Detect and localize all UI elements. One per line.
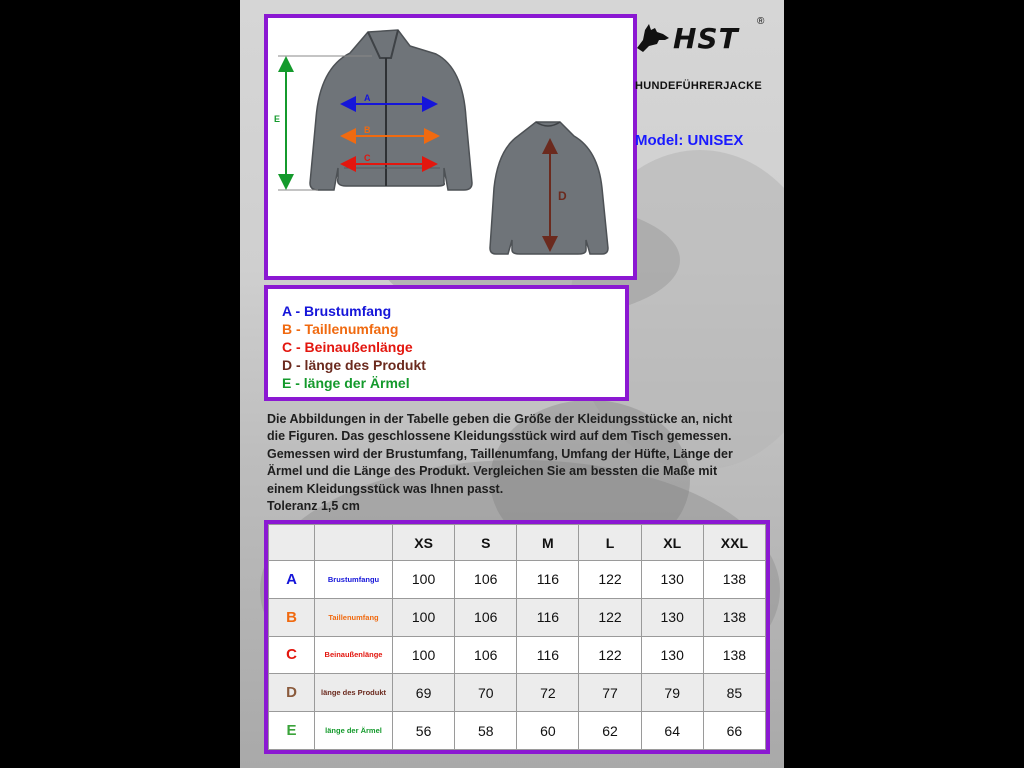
- table-row: [269, 674, 766, 712]
- table-cell: 100: [393, 598, 455, 636]
- table-cell: 138: [703, 636, 765, 674]
- row-letter: D: [269, 674, 315, 712]
- table-cell: 122: [579, 561, 641, 599]
- row-letter: B: [269, 598, 315, 636]
- shepherd-dog-icon: [635, 22, 671, 54]
- table-row: [269, 712, 766, 750]
- brand-name: HST: [673, 22, 739, 55]
- table-cell: 116: [517, 598, 579, 636]
- legend-item-c: C - Beinaußenlänge: [282, 339, 413, 355]
- table-cell: 106: [455, 598, 517, 636]
- row-label: Taillenumfang: [315, 598, 393, 636]
- table-row: [269, 636, 766, 674]
- row-label: länge der Ärmel: [315, 712, 393, 750]
- legend-item-b: B - Taillenumfang: [282, 321, 399, 337]
- table-cell: 100: [393, 636, 455, 674]
- table-row: [269, 598, 766, 636]
- table-cell: 60: [517, 712, 579, 750]
- row-letter: A: [269, 561, 315, 599]
- table-cell: 79: [641, 674, 703, 712]
- table-cell: 70: [455, 674, 517, 712]
- measurement-legend: [264, 285, 629, 401]
- table-header-row: [269, 525, 766, 561]
- table-cell: 106: [455, 636, 517, 674]
- row-label: Brustumfangu: [315, 561, 393, 599]
- table-cell: 122: [579, 598, 641, 636]
- row-label: Beinaußenlänge: [315, 636, 393, 674]
- legend-item-e: E - länge der Ärmel: [282, 375, 410, 391]
- size-header: XL: [641, 525, 703, 561]
- row-label: länge des Produkt: [315, 674, 393, 712]
- table-cell: 116: [517, 636, 579, 674]
- size-header: S: [455, 525, 517, 561]
- header-empty-cell: [315, 525, 393, 561]
- table-cell: 100: [393, 561, 455, 599]
- size-header: XS: [393, 525, 455, 561]
- legend-item-a: A - Brustumfang: [282, 303, 392, 319]
- size-header: XXL: [703, 525, 765, 561]
- header-empty-cell: [269, 525, 315, 561]
- diagram-label-e: E: [274, 114, 281, 124]
- front-jacket-icon: [310, 30, 472, 190]
- legend-item-d: D - länge des Produkt: [282, 357, 426, 373]
- table-cell: 130: [641, 636, 703, 674]
- diagram-label-b: B: [364, 125, 371, 135]
- model-label: Model: UNISEX: [635, 132, 744, 149]
- table-row: [269, 561, 766, 599]
- table-cell: 62: [579, 712, 641, 750]
- jacket-diagram-panel: [264, 14, 637, 280]
- table-cell: 138: [703, 598, 765, 636]
- table-cell: 106: [455, 561, 517, 599]
- table-cell: 56: [393, 712, 455, 750]
- measurement-description: Die Abbildungen in der Tabelle geben die Größe der Kleidungsstücke an, nicht die Figuren. Das geschlossene Kleidungsstück wird auf dem Tisch gemessen. Gemessen wird der Brustumfang, Taillenumfang, Umfang der Hüfte, Länge der Ärmel und die Länge des Produkt. Vergleichen Sie am bessten die Maße mit einem Kleidungsstück was Ihnen passt. Toleranz 1,5 cm: [267, 412, 733, 514]
- size-chart-sheet: [240, 0, 784, 768]
- jacket-diagram: [268, 18, 633, 276]
- table-cell: 122: [579, 636, 641, 674]
- hst-logo: [635, 16, 765, 56]
- diagram-label-d: D: [558, 189, 567, 203]
- diagram-label-c: C: [364, 153, 371, 163]
- size-header: L: [579, 525, 641, 561]
- table-cell: 58: [455, 712, 517, 750]
- table-cell: 69: [393, 674, 455, 712]
- table-cell: 138: [703, 561, 765, 599]
- size-table: [264, 520, 770, 754]
- table-cell: 130: [641, 561, 703, 599]
- product-title: HUNDEFÜHRERJACKE: [635, 80, 763, 92]
- table-cell: 130: [641, 598, 703, 636]
- diagram-label-a: A: [364, 93, 371, 103]
- table-cell: 72: [517, 674, 579, 712]
- table-cell: 116: [517, 561, 579, 599]
- row-letter: C: [269, 636, 315, 674]
- table-cell: 66: [703, 712, 765, 750]
- table-cell: 77: [579, 674, 641, 712]
- row-letter: E: [269, 712, 315, 750]
- table-cell: 85: [703, 674, 765, 712]
- table-cell: 64: [641, 712, 703, 750]
- registered-mark: ®: [757, 16, 765, 27]
- size-header: M: [517, 525, 579, 561]
